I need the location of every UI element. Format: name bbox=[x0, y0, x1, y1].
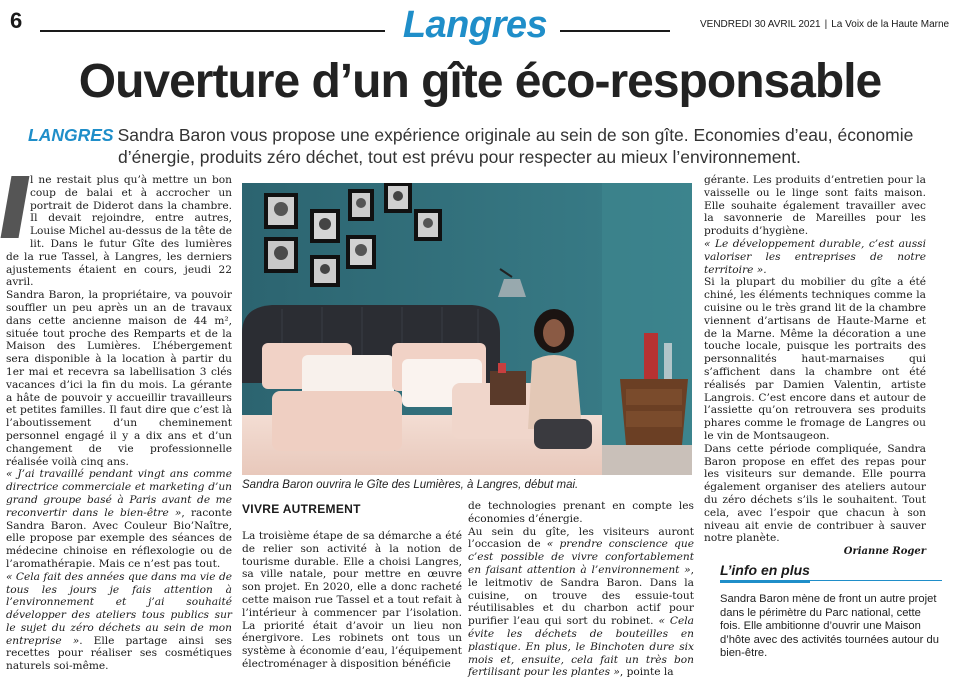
article-column-4 bbox=[704, 174, 926, 559]
article-column-2 bbox=[242, 530, 462, 671]
section-title: Langres bbox=[402, 4, 548, 46]
col1-paragraph-4 bbox=[6, 571, 232, 673]
col1-quote-2: « Cela fait des années que dans ma vie de tous les jours je fais attention à l’environnement et j’ai souhaité développer des ateliers tous publics sur le sujet du zéro déchets au sein de mon entreprise » bbox=[6, 570, 232, 647]
col1-paragraph-1: l ne restait plus qu’à mettre un bon coup de balai et à accrocher un portrait de Diderot dans la chambre. Il devait rejoindre, entre autres, Louise Michel au-dessus de la tête de lit. Dans le futur Gîte des lumières de la rue Tassel, à Langres, les derniers ajustements étaient en cours, jeudi 22 avril. bbox=[6, 174, 232, 289]
col3-paragraph-2 bbox=[468, 526, 694, 680]
lead-city: LANGRES bbox=[28, 125, 114, 145]
col1-paragraph-2: Sandra Baron, la propriétaire, va pouvoir souffler un peu après un an de travaux dans cette ancienne maison de 44 m², située tout proche des Remparts et de la Maison des Lumières. L’hébergement sera disponible à la location à partir du 1er mai et recevra sa labellisation 3 clés vacances d’ici la fin du mois. La gérante a hâte de pouvoir y accueillir travailleurs et petites familles. Il faut dire que c’est là l’aboutissement d’un cheminement personnel engagé il y a dix ans et d’un changement de vie professionnelle réalisée voilà cinq ans. bbox=[6, 289, 232, 468]
col1-quote-1: « J’ai travaillé pendant vingt ans comme directrice commerciale et marketing d’un grand groupe basé à Paris avant de me reconvertir dans le bien-être » bbox=[6, 468, 232, 519]
lead-line-2: d’énergie, produits zéro déchet, tout est prévu pour respecter au mieux l’environnement. bbox=[118, 147, 801, 167]
headline: Ouverture d’un gîte éco-responsable bbox=[78, 55, 882, 108]
col4-paragraph-3: Si la plupart du mobilier du gîte a été chiné, les éléments techniques comme la cuisine ou le très grand lit de la chambre viennent d’artisans de Haute-Marne et de la Marne. Même la décoration a une touche locale, puisque les portraits des personnalités haut-marnaises qui s’affichent dans la chambre ont été réalisés par Damien Valentin, artiste Langrois. C’est encore dans et autour de l’assiette qu’on retrouvera ses produits phares comme le fromage de Langres ou le vin de Montsaugeon. bbox=[704, 276, 926, 442]
author-signature: Orianne Roger bbox=[843, 546, 926, 558]
lead-line-1: Sandra Baron vous propose une expérience originale au sein de son gîte. Economies d’eau, économie bbox=[117, 125, 914, 145]
info-box-rule bbox=[720, 580, 942, 581]
col3-paragraph-1: de technologies prenant en compte les économies d’énergie. bbox=[468, 500, 694, 525]
col3-quote-2: « Cela évite les déchets de bouteilles en plastique. En plus, le Binchoten dure six mois et, ensuite, cela fait un très bon fertilisant pour les plantes » bbox=[468, 615, 694, 679]
subhead: VIVRE AUTREMENT bbox=[242, 502, 361, 516]
article-column-3 bbox=[468, 500, 694, 679]
page-number: 6 bbox=[10, 8, 23, 33]
header-rule-left bbox=[40, 30, 385, 32]
col4-paragraph-2 bbox=[704, 238, 926, 276]
info-box bbox=[720, 560, 942, 661]
info-box-title: L’info en plus bbox=[720, 562, 810, 583]
lead-paragraph bbox=[28, 124, 940, 168]
col4-quote: « Le développement durable, c’est aussi valoriser les entreprises de notre territoire ». bbox=[704, 237, 926, 276]
article-photo bbox=[242, 183, 692, 475]
col1-text-3: , raconte Sandra Baron. Avec Couleur Bio’Naître, elle propose par exemple des séances de médecine chinoise en réflexologie ou de l’aromathérapie. Mais ce n’est pas tout. bbox=[6, 506, 232, 570]
meta-separator: | bbox=[824, 19, 828, 30]
header-meta bbox=[700, 19, 949, 30]
bedroom-illustration bbox=[242, 183, 692, 475]
col3-quote-1: « prendre conscience que c’est possible de vivre confortablement en faisant attention à l’environnement » bbox=[468, 538, 694, 576]
col4-paragraph-4: Dans cette période compliquée, Sandra Baron propose en effet des repas pour les visiteurs sur demande. Elle pourra également organiser des ateliers autour du zéro déchets s’ils le souhaitent. Tout cela, avec l’espoir que chacun à son niveau ait envie de contribuer à sauver notre planète. bbox=[704, 442, 926, 545]
col4-paragraph-1: gérante. Les produits d’entretien pour la vaisselle ou le linge sont faits maison. Elle souhaite également travailler avec la savonnerie de Mareilles pour les produits d’hygiène. bbox=[704, 174, 926, 238]
col3-text-b: , le leitmotiv de Sandra Baron. Dans la cuisine, on trouve des essuie-tout réutilisables et du charbon actif pour purifier l’eau qui sort du robinet. bbox=[468, 563, 694, 628]
issue-date: VENDREDI 30 AVRIL 2021 bbox=[700, 19, 821, 30]
col1-text-4: . Elle partage ainsi ses recettes pour réaliser ses cosmétiques naturels soi-même. bbox=[6, 634, 232, 673]
col3-text-c: , pointe la bbox=[619, 666, 674, 679]
article-column-1 bbox=[6, 174, 232, 673]
col2-paragraph-1: La troisième étape de sa démarche a été de relier son activité à la notion de tourisme durable. Elle a choisi Langres, sa ville natale, pour mettre en œuvre son projet. En 2020, elle a donc racheté cette maison rue Tassel et a tout refait à l’intérieur à commencer par l’isolation. La priorité était d’avoir un lieu non énergivore. Les robinets ont tous un système à économie d’eau, l’équipement électroménager à disposition bénéficie bbox=[242, 530, 462, 670]
col3-text-a: Au sein du gîte, les visiteurs auront l’occasion de bbox=[468, 525, 694, 551]
photo-caption: Sandra Baron ouvrira le Gîte des Lumières, à Langres, début mai. bbox=[242, 479, 579, 491]
info-box-text: Sandra Baron mène de front un autre projet dans le périmètre du Parc national, cette fois. Elle ambitionne d’ouvrir une Maison d’hôte avec des activités tournées autour du bien-être. bbox=[720, 593, 939, 659]
newspaper-name: La Voix de la Haute Marne bbox=[831, 19, 950, 30]
col1-paragraph-3 bbox=[6, 468, 232, 570]
header-rule-right bbox=[560, 30, 670, 32]
